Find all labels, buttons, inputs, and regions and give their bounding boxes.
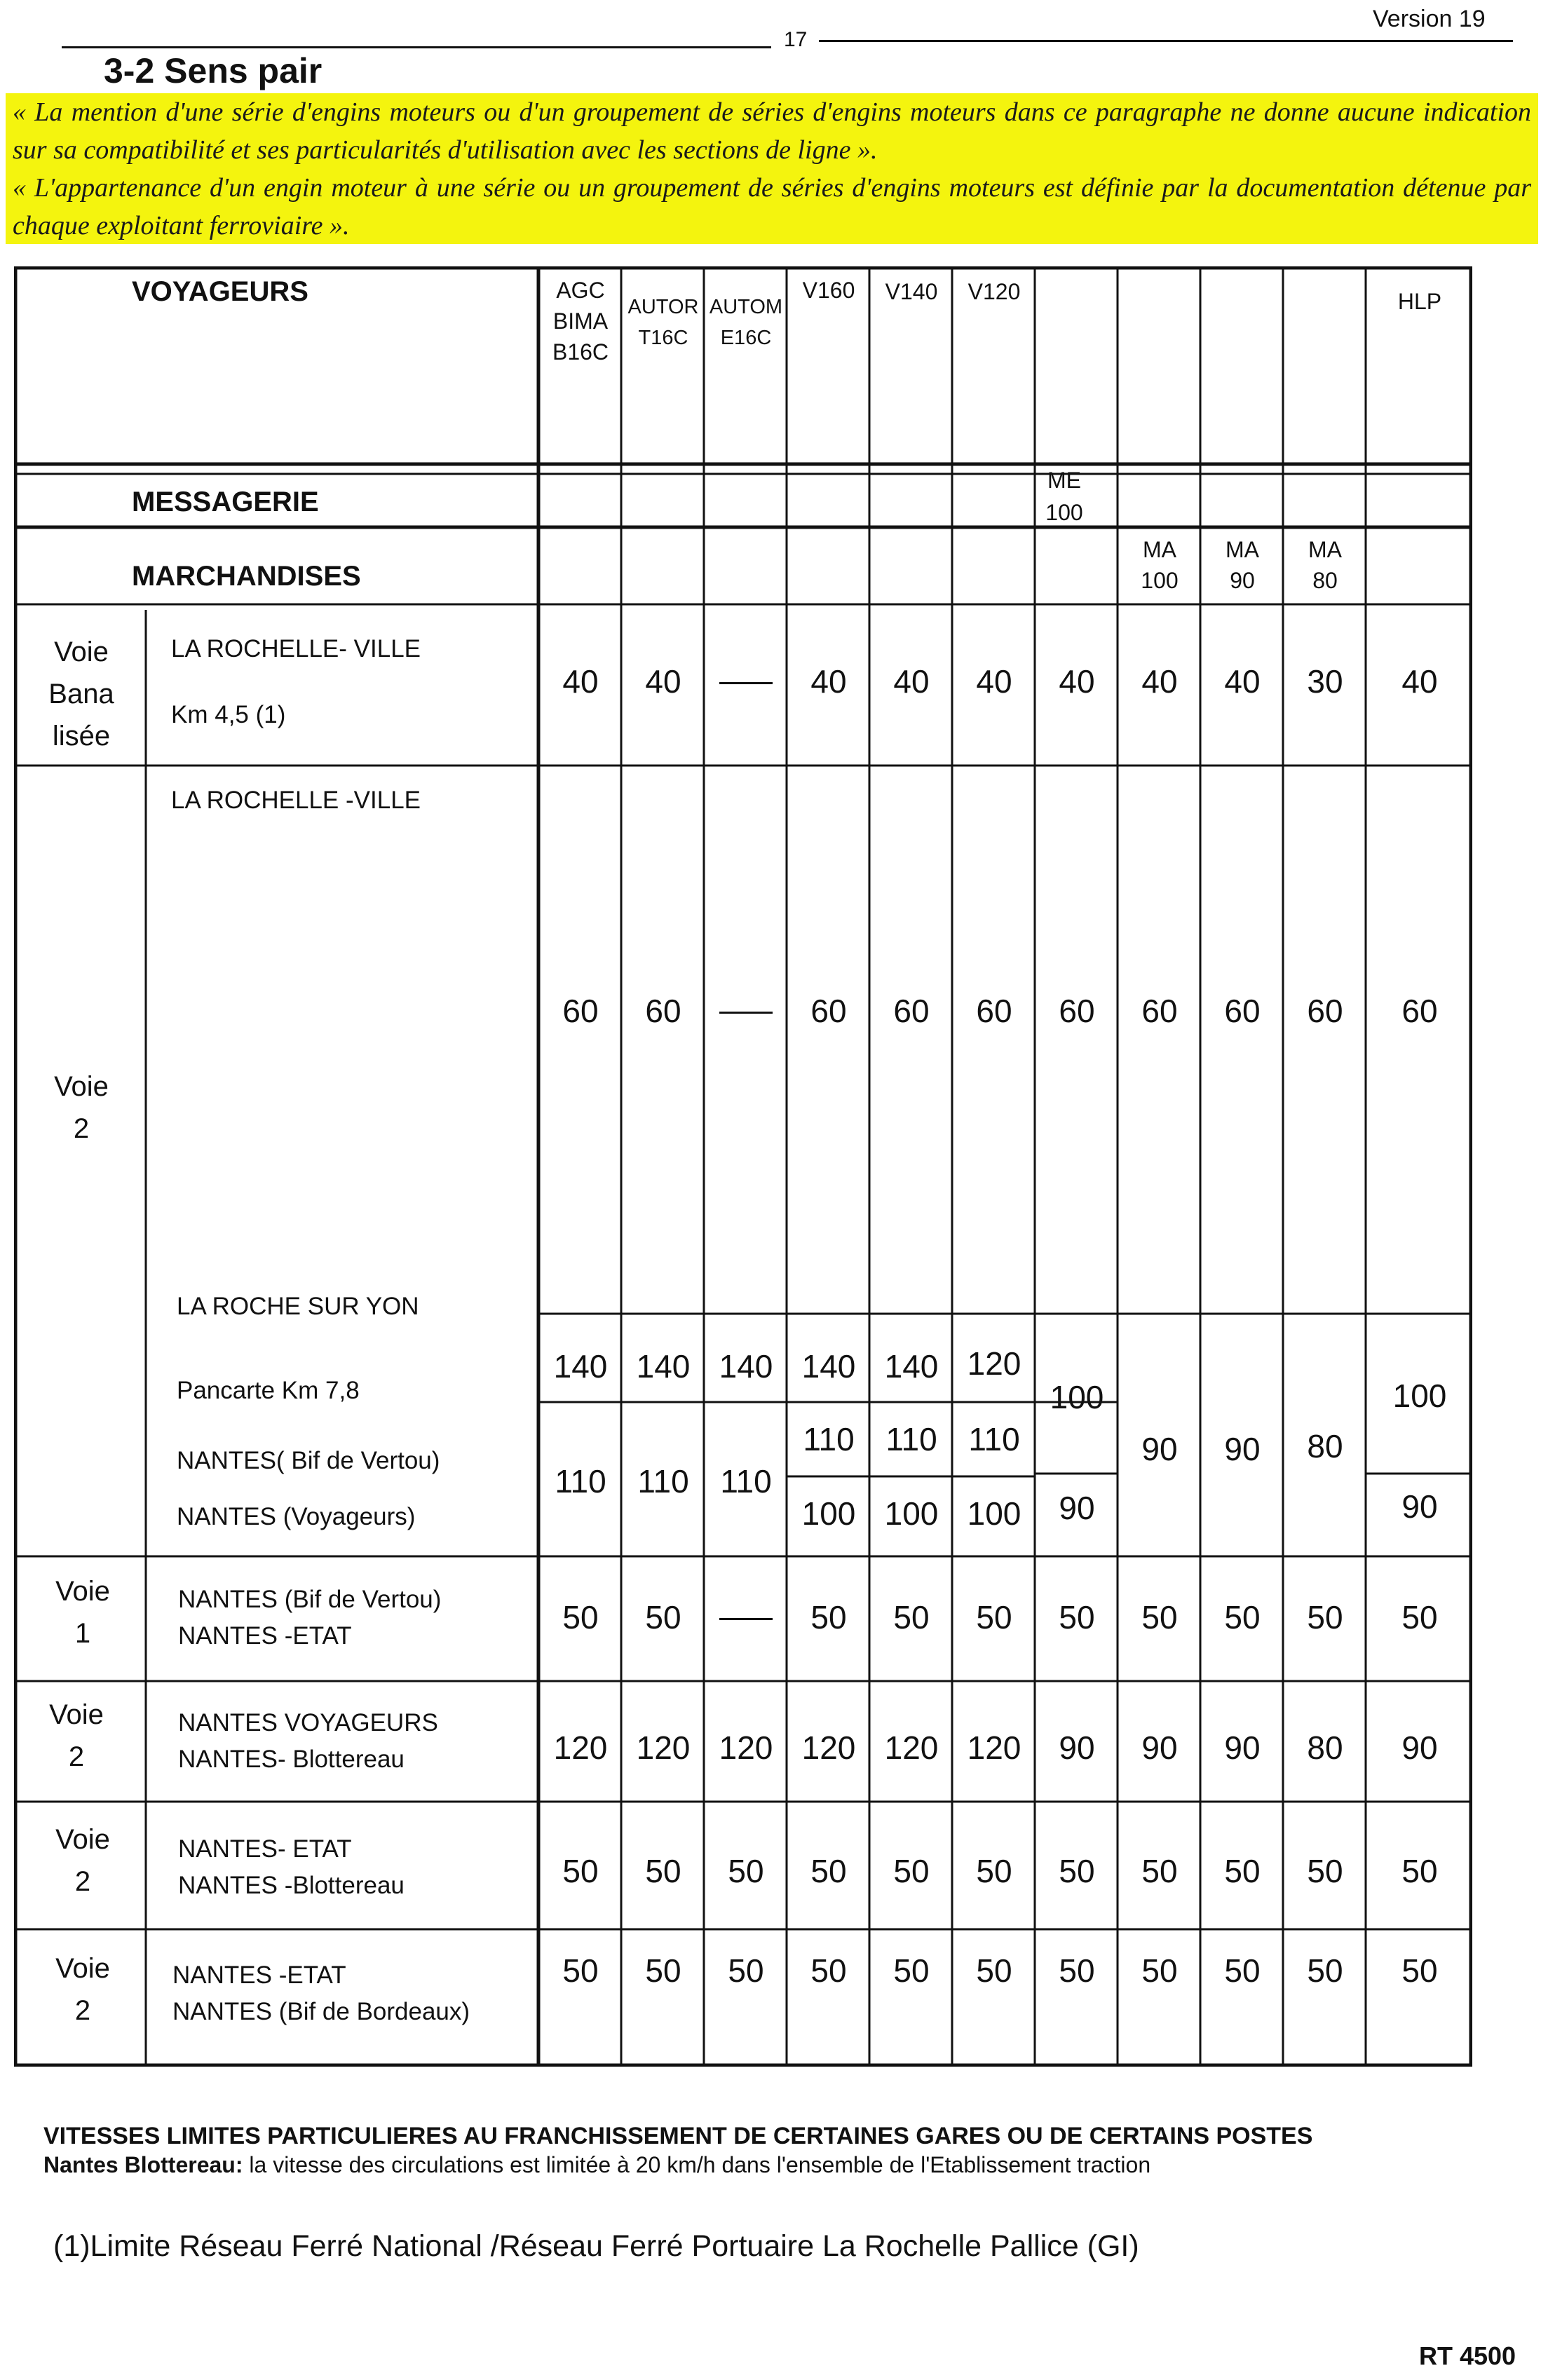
col-ma80-l1: MA (1308, 537, 1342, 562)
col-autor (623, 292, 704, 353)
category-voyageurs: VOYAGEURS (132, 276, 308, 307)
col-agc (541, 275, 620, 367)
col-ma90 (1202, 534, 1283, 596)
voie-word: 2 (74, 1995, 91, 2026)
col-hlp: HLP (1397, 289, 1442, 314)
col-agc-l1: AGC (556, 278, 605, 303)
place-name: NANTES -ETAT (178, 1622, 352, 1650)
footnote: (1)Limite Réseau Ferré National /Réseau Ferré Portuaire La Rochelle Pallice (GI) (53, 2229, 1139, 2263)
value-cell: 50 (1141, 1853, 1178, 1889)
value-cell: 50 (1141, 1599, 1178, 1636)
col-autom-l2: E16C (720, 327, 772, 349)
value-cell: 50 (1059, 1599, 1095, 1636)
notes-text: la vitesse des circulations est limitée à 20 km/h dans l'ensemble de l'Etablissement traction (243, 2152, 1151, 2177)
value-cell: 80 (1307, 1729, 1343, 1766)
col-agc-l3: B16C (552, 339, 609, 365)
value-cell: 90 (1059, 1729, 1095, 1766)
page-number: 17 (784, 28, 808, 51)
version-label: Version 19 (1373, 6, 1486, 32)
value-cell: 60 (893, 993, 930, 1029)
col-autom (705, 292, 787, 353)
value-cell: 110 (968, 1421, 1020, 1457)
value-cell: 60 (1307, 993, 1343, 1029)
place-name: LA ROCHE SUR YON (177, 1293, 419, 1320)
value-cell: 50 (562, 1599, 599, 1636)
place-name: Km 4,5 (1) (171, 701, 286, 728)
value-cell: 50 (1059, 1853, 1095, 1889)
value-cell: 40 (893, 663, 930, 700)
voie-word: Voie (54, 1071, 109, 1102)
value-cell: 60 (1224, 993, 1261, 1029)
place-name: NANTES- Blottereau (178, 1746, 405, 1773)
value-cell: 50 (1224, 1952, 1261, 1989)
value-cell: 100 (1050, 1379, 1104, 1415)
value-cell: 50 (1401, 1952, 1438, 1989)
value-cell: 80 (1307, 1428, 1343, 1464)
value-cell: 50 (976, 1599, 1012, 1636)
value-cell: 60 (976, 993, 1012, 1029)
voie-word: Voie (55, 1824, 110, 1855)
voie-word: Voie (55, 1953, 110, 1984)
value-cell: 140 (719, 1348, 773, 1385)
value-cell: 110 (885, 1421, 937, 1457)
value-cell: 50 (645, 1599, 681, 1636)
value-cell: 120 (636, 1729, 691, 1766)
value-cell: 50 (1401, 1853, 1438, 1889)
value-cell: 90 (1059, 1490, 1095, 1526)
place-name: LA ROCHELLE- VILLE (171, 635, 421, 662)
col-me100-l2: 100 (1045, 500, 1083, 525)
section-4-voie (17, 1818, 149, 1903)
value-cell: 110 (720, 1463, 772, 1500)
empty-dash (719, 682, 773, 684)
voie-word: 1 (74, 1618, 91, 1649)
value-cell: 100 (884, 1495, 939, 1532)
col-me100-l1: ME (1047, 468, 1081, 493)
col-autor-l1: AUTOR (627, 296, 699, 318)
section-2-voie (17, 1570, 149, 1654)
section-title: 3-2 Sens pair (104, 51, 322, 90)
value-cell: 50 (810, 1853, 847, 1889)
value-cell: 50 (562, 1853, 599, 1889)
place-name: LA ROCHELLE -VILLE (171, 787, 421, 814)
value-cell: 40 (1401, 663, 1438, 700)
value-cell: 60 (562, 993, 599, 1029)
col-ma100-l1: MA (1143, 537, 1176, 562)
voie-word: Bana (48, 679, 114, 709)
value-cell: 60 (1141, 993, 1178, 1029)
value-cell: 90 (1224, 1431, 1261, 1467)
notes-station: Nantes Blottereau: (43, 2152, 243, 2177)
col-v140: V140 (885, 279, 938, 304)
notice-line-1: « La mention d'une série d'engins moteurs ou d'un groupement de séries d'engins moteurs dans ce paragraphe ne donne aucune indication sur sa compatibilité et ses particularités d'utilisation avec les sections de ligne ». (13, 97, 1531, 165)
value-cell: 90 (1401, 1729, 1438, 1766)
section-3-voie (17, 1694, 136, 1778)
value-cell: 40 (645, 663, 681, 700)
voie-word: lisée (52, 721, 111, 752)
value-cell: 50 (1307, 1853, 1343, 1889)
value-cell: 40 (1141, 663, 1178, 700)
col-agc-l2: BIMA (552, 308, 609, 334)
col-v120: V120 (968, 279, 1021, 304)
value-cell: 120 (801, 1729, 856, 1766)
value-cell: 50 (810, 1599, 847, 1636)
section-1-voie (17, 1066, 146, 1150)
value-cell: 140 (884, 1348, 939, 1385)
value-cell: 110 (637, 1463, 689, 1500)
col-ma80-l2: 80 (1312, 568, 1338, 593)
voie-word: Voie (54, 637, 109, 667)
place-name: NANTES VOYAGEURS (178, 1709, 438, 1736)
value-cell: 40 (1224, 663, 1261, 700)
value-cell: 100 (1392, 1378, 1447, 1414)
value-cell: 90 (1141, 1431, 1178, 1467)
value-cell: 120 (967, 1345, 1021, 1382)
notes-line (43, 2152, 1150, 2178)
value-cell: 140 (801, 1348, 856, 1385)
value-cell: 110 (555, 1463, 606, 1500)
col-autom-l1: AUTOM (709, 296, 783, 318)
col-me100 (1036, 464, 1092, 529)
value-cell: 60 (1059, 993, 1095, 1029)
col-ma100 (1119, 534, 1200, 596)
value-cell: 90 (1401, 1488, 1438, 1525)
value-cell: 100 (801, 1495, 856, 1532)
value-cell: 120 (719, 1729, 773, 1766)
value-cell: 50 (645, 1952, 681, 1989)
value-cell: 110 (803, 1421, 855, 1457)
place-name: NANTES (Bif de Vertou) (178, 1586, 442, 1613)
value-cell: 40 (562, 663, 599, 700)
value-cell: 100 (967, 1495, 1021, 1532)
col-ma80 (1284, 534, 1366, 596)
value-cell: 40 (810, 663, 847, 700)
value-cell: 50 (976, 1853, 1012, 1889)
value-cell: 120 (553, 1729, 608, 1766)
value-cell: 40 (1059, 663, 1095, 700)
value-cell: 120 (967, 1729, 1021, 1766)
document-reference: RT 4500 (1419, 2341, 1516, 2370)
value-cell: 40 (976, 663, 1012, 700)
voie-word: 2 (68, 1741, 85, 1772)
speed-table (14, 266, 1472, 2067)
section-5-voie (17, 1947, 149, 2032)
header-rule-right (819, 40, 1513, 42)
place-name: Pancarte Km 7,8 (177, 1377, 360, 1404)
value-cell: 50 (645, 1853, 681, 1889)
value-cell: 120 (884, 1729, 939, 1766)
place-name: NANTES -ETAT (172, 1961, 346, 1989)
value-cell: 50 (1307, 1952, 1343, 1989)
place-name: NANTES- ETAT (178, 1835, 352, 1863)
value-cell: 60 (1401, 993, 1438, 1029)
value-cell: 50 (562, 1952, 599, 1989)
value-cell: 50 (1401, 1599, 1438, 1636)
value-cell: 50 (976, 1952, 1012, 1989)
value-cell: 60 (645, 993, 681, 1029)
section-0-voie (17, 631, 146, 757)
col-autor-l2: T16C (638, 327, 688, 349)
col-ma90-l1: MA (1226, 537, 1259, 562)
col-ma90-l2: 90 (1230, 568, 1255, 593)
value-cell: 50 (893, 1599, 930, 1636)
category-marchandises: MARCHANDISES (132, 561, 361, 592)
notice-line-2: « L'appartenance d'un engin moteur à une série ou un groupement de séries d'engins moteurs est définie par la documentation détenue par chaque exploitant ferroviaire ». (13, 173, 1531, 240)
place-name: NANTES( Bif de Vertou) (177, 1447, 440, 1474)
empty-dash (719, 1012, 773, 1014)
empty-dash (719, 1618, 773, 1620)
value-cell: 50 (1224, 1599, 1261, 1636)
category-messagerie: MESSAGERIE (132, 487, 319, 517)
value-cell: 50 (893, 1853, 930, 1889)
notes-heading: VITESSES LIMITES PARTICULIERES AU FRANCHISSEMENT DE CERTAINES GARES OU DE CERTAINS POSTES (43, 2123, 1313, 2149)
voie-word: 2 (74, 1866, 91, 1897)
value-cell: 90 (1141, 1729, 1178, 1766)
header-rule-left (62, 46, 771, 48)
col-ma100-l2: 100 (1141, 568, 1179, 593)
value-cell: 50 (728, 1853, 764, 1889)
place-name: NANTES -Blottereau (178, 1872, 405, 1899)
place-name: NANTES (Bif de Bordeaux) (172, 1998, 470, 2025)
value-cell: 140 (553, 1348, 608, 1385)
value-cell: 50 (1307, 1599, 1343, 1636)
col-v160: V160 (802, 278, 855, 303)
value-cell: 50 (893, 1952, 930, 1989)
value-cell: 60 (810, 993, 847, 1029)
voie-word: 2 (73, 1113, 90, 1144)
value-cell: 30 (1307, 663, 1343, 700)
place-name: NANTES (Voyageurs) (177, 1503, 416, 1530)
voie-word: Voie (55, 1576, 110, 1607)
notice-box (6, 93, 1538, 244)
value-cell: 50 (1059, 1952, 1095, 1989)
value-cell: 50 (1141, 1952, 1178, 1989)
value-cell: 90 (1224, 1729, 1261, 1766)
value-cell: 140 (636, 1348, 691, 1385)
value-cell: 50 (810, 1952, 847, 1989)
value-cell: 50 (1224, 1853, 1261, 1889)
voie-word: Voie (49, 1699, 104, 1730)
value-cell: 50 (728, 1952, 764, 1989)
